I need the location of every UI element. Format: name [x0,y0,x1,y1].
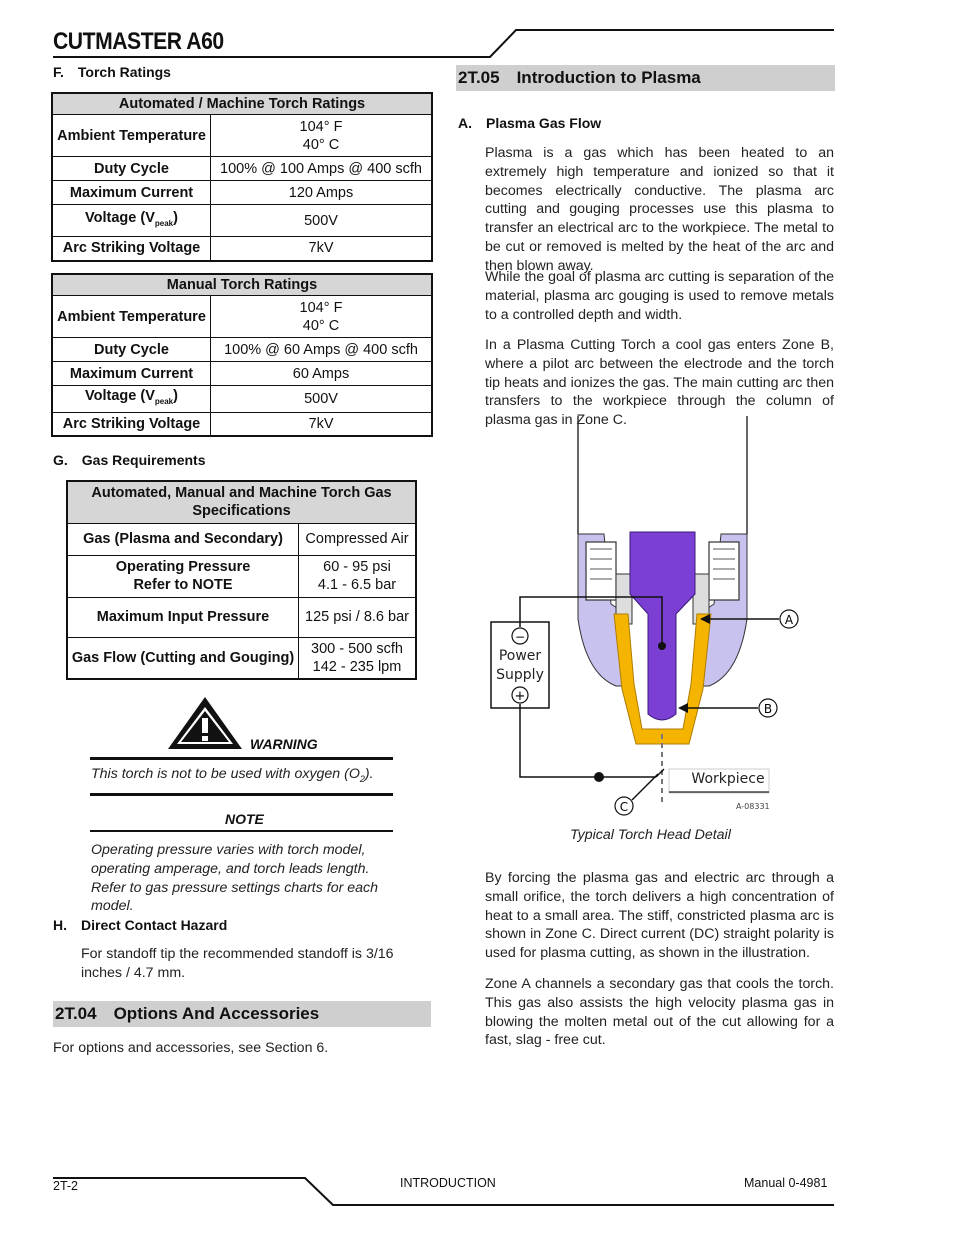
duty-cycle-label: Duty Cycle [52,157,211,181]
zone-b-label: B [763,702,773,716]
paragraph-zone-a: Zone A channels a secondary gas that cools the torch. This gas also assists the high velocity plasma gas in blowing the molten metal out of the cut allowing for a fast, slag - free cut. [485,976,834,1049]
arc-striking-voltage-value: 7kV [211,237,433,261]
operating-pressure-value: 60 - 95 psi 4.1 - 6.5 bar [299,555,417,597]
gas-flow-label: Gas Flow (Cutting and Gouging) [67,637,299,679]
torch-ratings-heading: F. Torch Ratings [53,64,171,80]
document-title: CUTMASTER A60 [53,28,224,55]
note-rule [90,830,393,832]
power-supply-label-line1: Power [498,648,542,664]
manual-ratings-table [51,273,433,437]
note-label: NOTE [225,811,264,827]
ambient-temperature-label: Ambient Temperature [52,296,211,338]
footer-section: INTRODUCTION [400,1176,496,1190]
operating-pressure-label: Operating Pressure Refer to NOTE [67,555,299,597]
table-title: Automated, Manual and Machine Torch Gas Specifications [67,481,416,523]
gas-type-label: Gas (Plasma and Secondary) [67,523,299,555]
figure-code: A-08331 [736,802,770,811]
paragraph-plasma-definition: Plasma is a gas which has been heated to an extremely high temperature and ionized so that it becomes electrically conductive. The plasma arc cutting and gouging processes use this plasma to transfer an electrical arc to the workpiece. The metal to be cut or removed is melted by the heat of the arc and then blown away. [485,145,834,274]
gas-specifications-table [66,480,417,680]
duty-cycle-label: Duty Cycle [52,338,211,362]
page-number: 2T-2 [53,1179,79,1193]
plasma-gas-flow-heading: A. Plasma Gas Flow [458,115,602,131]
automated-ratings-table [51,92,433,262]
maximum-input-pressure-value: 125 psi / 8.6 bar [299,597,417,637]
table-title: Automated / Machine Torch Ratings [52,93,432,115]
maximum-current-value: 120 Amps [211,181,433,205]
zone-a-label: A [784,613,794,627]
warning-rule-top [90,757,393,760]
warning-text: This torch is not to be used with oxygen $(O_2)$. [91,766,374,784]
introduction-plasma-heading: 2T.05 Introduction to Plasma [456,65,835,91]
voltage-label: Voltage $(V_{peak})$ [52,386,211,413]
options-text: For options and accessories, see Section 6. [53,1040,329,1056]
header-rule [0,0,954,70]
manual-number: Manual 0-4981 [744,1176,828,1190]
voltage-label: Voltage $(V_{peak})$ [52,205,211,237]
workpiece-label: Workpiece [691,771,765,787]
plus-symbol: + [514,689,526,704]
voltage-value: 500V [211,386,433,413]
maximum-current-label: Maximum Current [52,362,211,386]
zone-c-label: C [619,800,629,814]
paragraph-cutting-goal: While the goal of plasma arc cutting is separation of the material, plasma arc gouging is used to remove metals to a controlled depth and width. [485,269,834,323]
hazard-text: For standoff tip the recommended standoff is 3/16 inches / 4.7 mm. [81,946,394,981]
arc-striking-voltage-label: Arc Striking Voltage [52,412,211,436]
arc-striking-voltage-value: 7kV [211,412,433,436]
gas-type-value: Compressed Air [299,523,417,555]
gas-requirements-heading: G. Gas Requirements [53,452,206,468]
maximum-current-label: Maximum Current [52,181,211,205]
torch-head-diagram [486,414,794,824]
figure-caption: Typical Torch Head Detail [570,827,731,843]
note-text: Operating pressure varies with torch model, operating amperage, and torch leads length. Refer to gas pressure settings charts for each model. [91,842,379,915]
ambient-temperature-label: Ambient Temperature [52,115,211,157]
minus-symbol: − [514,630,526,644]
voltage-value: 500V [211,205,433,237]
paragraph-torch-zones: In a Plasma Cutting Torch a cool gas enters Zone B, where a pilot arc between the electrode and the torch tip heats and ionizes the gas. The main cutting arc then transfers to the workpiece through the column of plasma gas in Zone C. [485,337,834,429]
duty-cycle-value: 100% @ 100 Amps @ 400 scfh [211,157,433,181]
direct-contact-hazard-heading: H. Direct Contact Hazard [53,917,228,933]
maximum-input-pressure-label: Maximum Input Pressure [67,597,299,637]
ambient-temperature-value: 104° F 40° C [211,296,433,338]
duty-cycle-value: 100% @ 60 Amps @ 400 scfh [211,338,433,362]
power-supply-label-line2: Supply [496,667,544,683]
arc-striking-voltage-label: Arc Striking Voltage [52,237,211,261]
warning-triangle-icon [166,694,244,752]
maximum-current-value: 60 Amps [211,362,433,386]
table-title: Manual Torch Ratings [52,274,432,296]
paragraph-constricted-arc: By forcing the plasma gas and electric arc through a small orifice, the torch delivers a high concentration of heat to a small area. The stiff, constricted plasma arc is shown in Zone C. Direct current (DC) straight polarity is used for plasma cutting, as shown in the illustration. [485,870,834,962]
gas-flow-value: 300 - 500 scfh 142 - 235 lpm [299,637,417,679]
warning-rule-bottom [90,793,393,796]
options-accessories-heading: 2T.04 Options And Accessories [53,1001,431,1027]
warning-label: WARNING [250,736,318,752]
ambient-temperature-value: 104° F 40° C [211,115,433,157]
